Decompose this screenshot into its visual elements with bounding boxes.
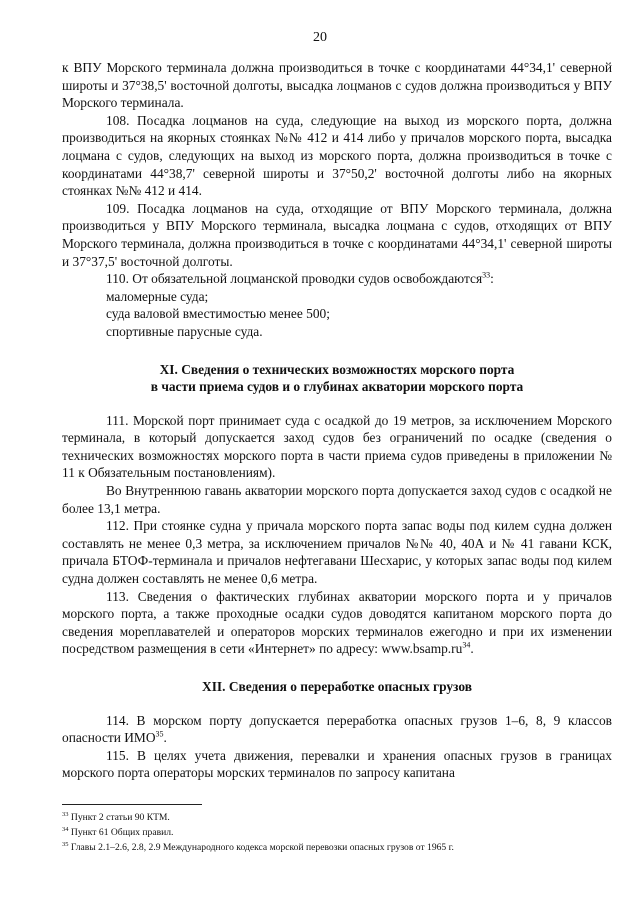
footnote-text: Пункт 61 Общих правил.	[70, 827, 174, 838]
document-body	[62, 59, 612, 782]
footnote-text: Пункт 2 статьи 90 КТМ.	[70, 812, 170, 823]
paragraph-115: 115. В целях учета движения, перевалки и хранения опасных грузов в границах морского порта операторы морских терминалов по запросу капитана	[62, 747, 612, 781]
page-number: 20	[313, 30, 327, 45]
paragraph-110	[62, 270, 612, 288]
paragraph-inner-harbor: Во Внутреннюю гавань акватории морского порта допускается заход судов с осадкой не более 13,1 метра.	[62, 483, 612, 516]
section-xi-heading-line2: в части приема судов и о глубинах акватории морского порта	[150, 379, 524, 395]
footnote-divider	[62, 804, 202, 805]
paragraph-109: 109. Посадка лоцманов на суда, отходящие от ВПУ Морского терминала, должна производиться у ВПУ Морского терминала, высадка лоцмана с судов, отходящих от ВПУ Морского терминала, должна производиться в точке с координатами 44°34,1' северной широты и 37°37,5' восточной долготы.	[62, 200, 612, 269]
paragraph-110-colon: :	[490, 271, 494, 287]
list-item: маломерные суда;	[106, 288, 209, 304]
paragraph-111: 111. Морской порт принимает суда с осадкой до 19 метров, за исключением Морского терминала, в который допускается заход судов без ограничений по осадке (сведения о технических возможностях морского порта в части приема судов приведены в приложении № 11 к Обязательным постановлениям).	[62, 412, 612, 481]
paragraph-112: 112. При стоянке судна у причала морского порта запас воды под килем судна должен составлять не менее 0,3 метра, за исключением причалов №№ 40, 40А и № 41 гавани КСК, причала БТОФ-терминала и причалов нефтегавани Шесхарис, у которых запас воды под килем судна должен составлять не менее 0,6 метра.	[62, 518, 612, 587]
paragraph-114-end: .	[163, 730, 167, 746]
paragraph-113-text: 113. Сведения о фактических глубинах акватории морского порта и у причалов морского порта, а также проходные осадки судов доводятся капитаном морского порта до сведения мореплавателей и операторов морских терминалов ежегодно и при их изменении посредством размещения в сети «Интернет» по адресу: www.bsamp.ru	[62, 588, 612, 657]
footnote-ref-34: 34	[462, 640, 471, 650]
footnote-ref-33: 33	[482, 270, 491, 280]
footnote-number: 33	[62, 810, 69, 818]
paragraph-108: 108. Посадка лоцманов на суда, следующие на выход из морского порта, должна производиться на якорных стоянках №№ 412 и 414 либо у причалов морского порта, высадка лоцмана с судов, следующих на выход из морского порта, должна производиться в точке с координатами 44°38,7' северной широты и 37°50,2' восточной долготы либо на якорных стоянках №№ 412 и 414.	[62, 112, 612, 199]
list-item: суда валовой вместимостью менее 500;	[106, 306, 330, 322]
paragraph-114	[62, 712, 612, 747]
paragraph-107-continuation: к ВПУ Морского терминала должна производиться в точке с координатами 44°34,1' северной широты и 37°38,5' восточной долготы, высадка лоцманов с судов должна производиться у ВПУ Морского терминала.	[62, 60, 612, 111]
section-xii-heading: XII. Сведения о переработке опасных грузов	[202, 679, 472, 694]
paragraph-113-end: .	[470, 641, 474, 657]
footnote-text: Главы 2.1–2.6, 2.8, 2.9 Международного кодекса морской перевозки опасных грузов от 1965 г.	[70, 842, 454, 853]
paragraph-113	[62, 588, 612, 658]
footnotes	[62, 810, 612, 855]
footnote-ref-35: 35	[155, 729, 164, 739]
section-xi-heading-line1: XI. Сведения о технических возможностях морского порта	[159, 361, 515, 377]
footnote-number: 35	[62, 840, 69, 848]
footnote-34	[62, 825, 612, 840]
paragraph-114-text: 114. В морском порту допускается переработка опасных грузов 1–6, 8, 9 классов опасности ИМО	[62, 712, 612, 746]
footnote-number: 34	[62, 825, 69, 833]
list-item: спортивные парусные суда.	[106, 323, 263, 339]
footnote-35	[62, 840, 612, 855]
paragraph-110-text: 110. От обязательной лоцманской проводки судов освобождаются	[106, 271, 483, 287]
footnote-33	[62, 810, 612, 825]
